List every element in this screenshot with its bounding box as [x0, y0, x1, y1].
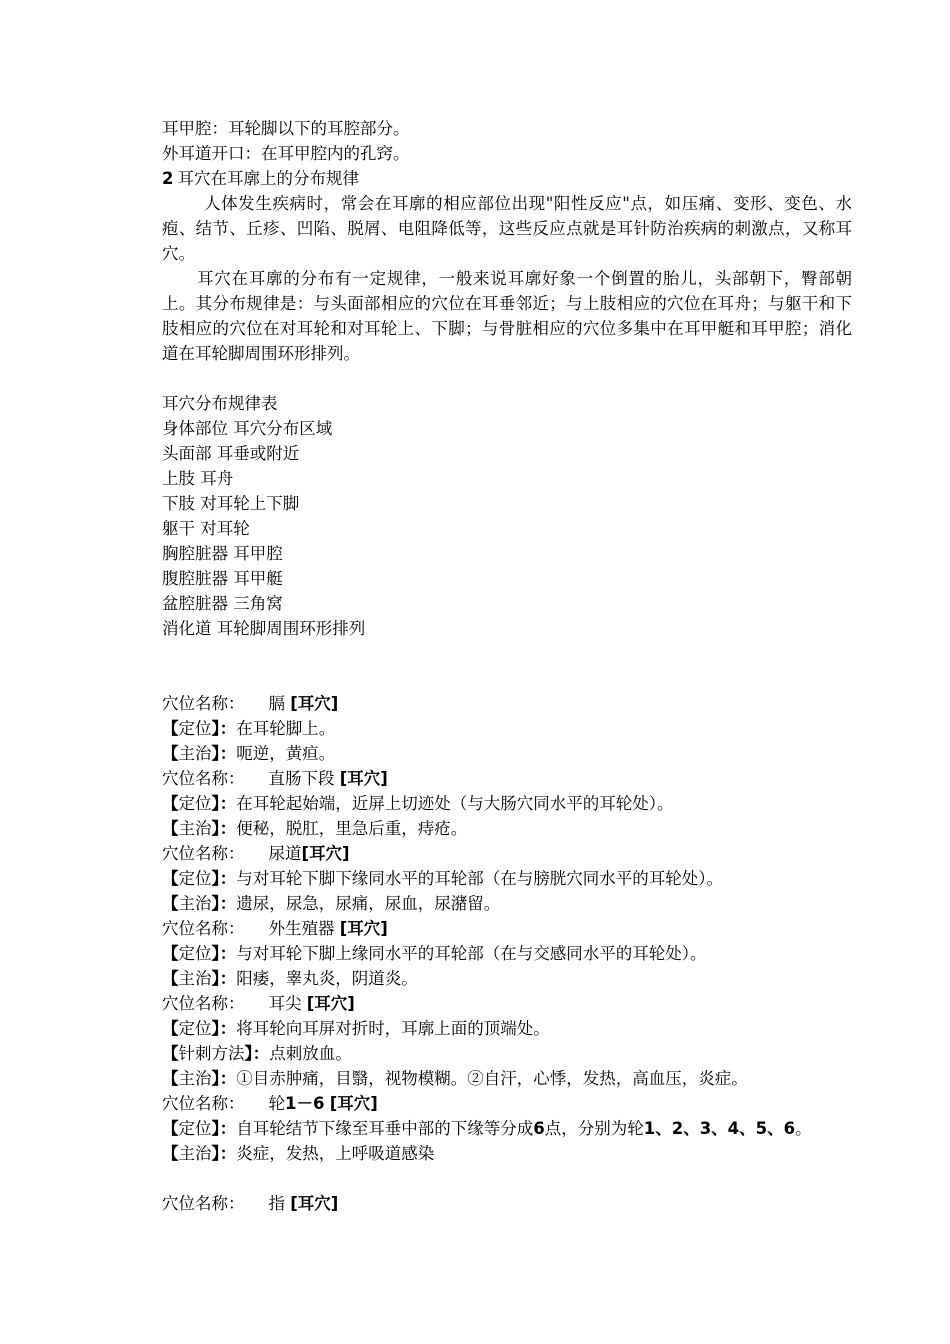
acupoint-location: 【定位】：自耳轮结节下缘至耳垂中部的下缘等分成6点，分别为轮1、2、3、4、5、6。 — [162, 1119, 812, 1138]
section-heading — [162, 166, 852, 191]
acupoint-name: 指 — [268, 1194, 285, 1213]
table-cell: 下肢 — [162, 494, 195, 513]
acupoint-method: 【针刺方法】：点刺放血。 — [162, 1044, 352, 1063]
acupoint-entry — [162, 1091, 852, 1166]
intro-line: 外耳道开口：在耳甲腔内的孔窍。 — [162, 144, 410, 163]
table-cell: 消化道 — [162, 619, 212, 638]
table-cell: 上肢 — [162, 469, 195, 488]
table-row — [162, 466, 852, 491]
acupoint-location: 【定位】：将耳轮向耳屏对折时，耳廓上面的顶端处。 — [162, 1019, 550, 1038]
acupoint-name: 轮1－6 — [268, 1094, 325, 1113]
table-cell: 耳甲艇 — [233, 569, 283, 588]
table-title: 耳穴分布规律表 — [162, 394, 278, 413]
table-cell: 三角窝 — [233, 594, 283, 613]
table-cell: 耳舟 — [200, 469, 234, 488]
acupoint-name: 尿道 — [268, 844, 302, 863]
acupoint-name-line: 穴位名称： 指 [耳穴] — [162, 1194, 339, 1213]
table-row — [162, 416, 852, 441]
acupoint-name: 外生殖器 — [268, 919, 335, 938]
acupoint-tag: [耳穴] — [290, 694, 339, 713]
section-number: 2 — [162, 169, 174, 188]
table-cell: 腹腔脏器 — [162, 569, 228, 588]
paragraph: 人体发生疾病时，常会在耳廓的相应部位出现"阳性反应"点，如压痛、变形、变色、水疱、结节、丘疹、凹陷、脱屑、电阻降低等，这些反应点就是耳针防治疾病的刺激点，又称耳穴。 — [162, 194, 852, 263]
acupoint-name: 膈 — [268, 694, 285, 713]
acupoint-name-line: 穴位名称： 轮1－6 [耳穴] — [162, 1094, 378, 1113]
acupoint-tag: [耳穴] — [329, 1094, 378, 1113]
acupoint-tag: [耳穴] — [301, 844, 350, 863]
acupoint-indication: 【主治】：炎症，发热，上呼吸道感染 — [162, 1144, 435, 1163]
table-cell: 耳穴分布区域 — [233, 419, 333, 438]
acupoint-location: 【定位】：与对耳轮下脚上缘同水平的耳轮部（在与交感同水平的耳轮处）。 — [162, 944, 707, 963]
acupoint-location: 【定位】：在耳轮脚上。 — [162, 719, 336, 738]
table-row — [162, 491, 852, 516]
acupoint-indication: 【主治】：阳痿，睾丸炎，阴道炎。 — [162, 969, 418, 988]
table-row — [162, 591, 852, 616]
acupoint-name-line: 穴位名称： 外生殖器 [耳穴] — [162, 919, 388, 938]
acupoint-indication: 【主治】：遗尿，尿急，尿痛，尿血，尿潴留。 — [162, 894, 501, 913]
acupoint-tag: [耳穴] — [339, 769, 388, 788]
intro-line: 耳甲腔：耳轮脚以下的耳腔部分。 — [162, 119, 410, 138]
section-title: 耳穴在耳廓上的分布规律 — [177, 169, 359, 188]
acupoint-indication: 【主治】：便秘，脱肛，里急后重，痔疮。 — [162, 819, 468, 838]
table-cell: 对耳轮上下脚 — [200, 494, 300, 513]
table-cell: 躯干 — [162, 519, 195, 538]
table-row — [162, 566, 852, 591]
acupoint-entry — [162, 841, 852, 916]
table-cell: 胸腔脏器 — [162, 544, 228, 563]
table-cell: 身体部位 — [162, 419, 228, 438]
acupoint-name-line: 穴位名称： 直肠下段 [耳穴] — [162, 769, 388, 788]
table-cell: 耳轮脚周围环形排列 — [216, 619, 366, 638]
acupoint-name-line: 穴位名称： 耳尖 [耳穴] — [162, 994, 355, 1013]
table-row — [162, 441, 852, 466]
acupoint-entry — [162, 916, 852, 991]
document-page — [162, 116, 852, 1216]
acupoint-name-line: 穴位名称： 膈 [耳穴] — [162, 694, 339, 713]
table-cell: 头面部 — [162, 444, 212, 463]
table-row — [162, 516, 852, 541]
acupoint-tag: [耳穴] — [306, 994, 355, 1013]
table-cell: 盆腔脏器 — [162, 594, 228, 613]
acupoint-tag: [耳穴] — [339, 919, 388, 938]
acupoint-entry — [162, 1191, 852, 1216]
acupoint-entry — [162, 766, 852, 841]
table-cell: 耳甲腔 — [233, 544, 283, 563]
table-row — [162, 541, 852, 566]
acupoint-indication: 【主治】：呃逆，黄疸。 — [162, 744, 336, 763]
distribution-table — [162, 416, 852, 641]
acupoint-name-line: 穴位名称： 尿道[耳穴] — [162, 844, 350, 863]
acupoint-entry — [162, 691, 852, 766]
acupoint-tag: [耳穴] — [290, 1194, 339, 1213]
table-row — [162, 616, 852, 641]
paragraph: 耳穴在耳廓的分布有一定规律，一般来说耳廓好象一个倒置的胎儿，头部朝下，臀部朝上。其分布规律是：与头面部相应的穴位在耳垂邻近；与上肢相应的穴位在耳舟；与躯干和下肢相应的穴位在对耳轮和对耳轮上、下脚；与骨脏相应的穴位多集中在耳甲艇和耳甲腔；消化道在耳轮脚周围环形排列。 — [162, 269, 852, 363]
acupoint-name: 直肠下段 — [268, 769, 335, 788]
acupoint-entry — [162, 991, 852, 1091]
acupoint-location: 【定位】：与对耳轮下脚下缘同水平的耳轮部（在与膀胱穴同水平的耳轮处）。 — [162, 869, 723, 888]
acupoint-location: 【定位】：在耳轮起始端，近屏上切迹处（与大肠穴同水平的耳轮处）。 — [162, 794, 674, 813]
acupoint-name: 耳尖 — [268, 994, 302, 1013]
acupoint-indication: 【主治】：①目赤肿痛，目翳，视物模糊。②自汗，心悸，发热，高血压，炎症。 — [162, 1069, 748, 1088]
table-cell: 对耳轮 — [200, 519, 250, 538]
table-cell: 耳垂或附近 — [216, 444, 300, 463]
